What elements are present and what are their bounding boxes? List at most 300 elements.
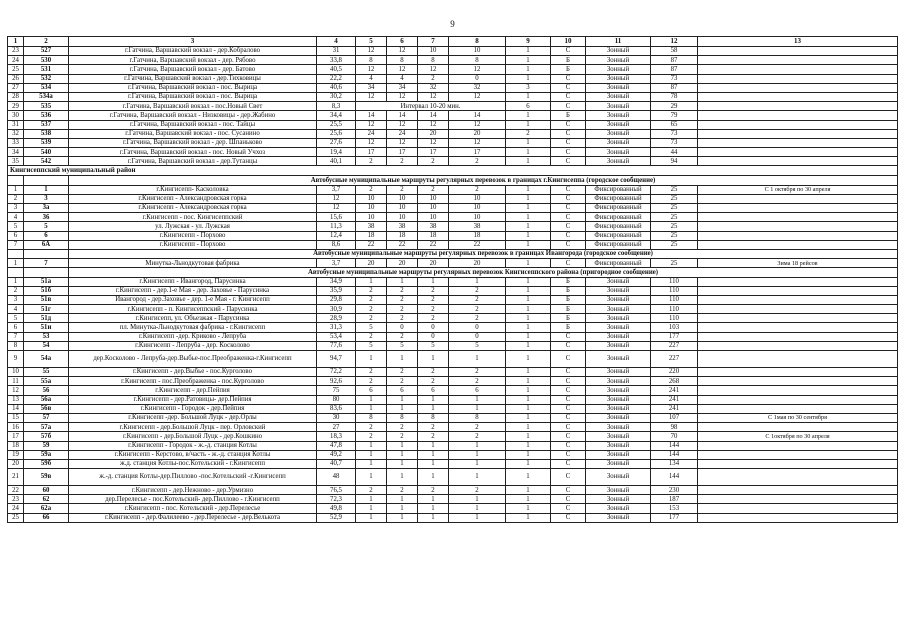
cell-col6: 2 <box>387 185 418 194</box>
cell-col8: 1 <box>449 459 506 468</box>
cell-tariff-type: Зонный <box>586 111 651 120</box>
cell-fare: 65 <box>651 120 698 129</box>
cell-note <box>698 157 898 166</box>
cell-tariff-type: Зонный <box>586 450 651 459</box>
cell-route-number: 59а <box>24 450 69 459</box>
cell-row-number: 3 <box>8 204 24 213</box>
cell-col9: 1 <box>506 240 551 249</box>
cell-col6: 1 <box>387 395 418 404</box>
cell-route-number: 53 <box>24 332 69 341</box>
cell-col5: 8 <box>356 56 387 65</box>
cell-col5: 2 <box>356 432 387 441</box>
cell-row-number: 23 <box>8 495 24 504</box>
cell-route-name: пл. Минутка-Льнодкутовая фабрика - г.Кингисепп <box>69 323 317 332</box>
cell-col7: 1 <box>418 351 449 368</box>
cell-length-km: 49,8 <box>317 504 356 513</box>
cell-col8: 12 <box>449 138 506 147</box>
cell-bus-class: Б <box>551 277 586 286</box>
cell-col5: 12 <box>356 92 387 101</box>
cell-col7: 12 <box>418 120 449 129</box>
cell-col5: 2 <box>356 185 387 194</box>
cell-note <box>698 277 898 286</box>
header-cell-6: 6 <box>387 37 418 47</box>
cell-col6: 5 <box>387 341 418 350</box>
cell-route-number: 527 <box>24 47 69 56</box>
cell-col9: 1 <box>506 432 551 441</box>
cell-col9: 1 <box>506 138 551 147</box>
section-title-row <box>8 166 898 176</box>
cell-col5: 6 <box>356 386 387 395</box>
cell-row-number: 5 <box>8 314 24 323</box>
cell-col8: 1 <box>449 277 506 286</box>
cell-length-km: 48 <box>317 469 356 486</box>
cell-route-name: г.Кингисепп, ул. Объезжая - Парусинка <box>69 314 317 323</box>
table-row <box>8 504 898 513</box>
cell-col9: 1 <box>506 423 551 432</box>
cell-route-number: 62а <box>24 504 69 513</box>
subsection-title: Автобусные муниципальные маршруты регулярных перевозок в границах г.Кингисеппа (городское сообщение) <box>69 176 898 185</box>
cell-tariff-type: Зонный <box>586 486 651 495</box>
cell-col5: 38 <box>356 222 387 231</box>
cell-route-name: г.Кингисепп - дер.Нежново - дер.Урмизно <box>69 486 317 495</box>
cell-row-number: 10 <box>8 368 24 377</box>
cell-length-km: 75 <box>317 386 356 395</box>
cell-route-name: г.Кингисепп - дер.Большой Луцк - пер. Орловский <box>69 423 317 432</box>
cell-col8: 2 <box>449 185 506 194</box>
cell-col6: 18 <box>387 231 418 240</box>
cell-row-number: 11 <box>8 377 24 386</box>
cell-col5: 8 <box>356 413 387 422</box>
cell-route-number: 7 <box>24 259 69 268</box>
header-cell-3: 3 <box>69 37 317 47</box>
cell-col6: 2 <box>387 295 418 304</box>
cell-col8: 8 <box>449 56 506 65</box>
cell-col5: 2 <box>356 157 387 166</box>
cell-col9: 1 <box>506 92 551 101</box>
cell-route-number: 537 <box>24 120 69 129</box>
cell-length-km: 83,6 <box>317 404 356 413</box>
cell-col8: 0 <box>449 74 506 83</box>
cell-fare: 177 <box>651 513 698 522</box>
cell-tariff-type: Фиксированный <box>586 204 651 213</box>
cell-note <box>698 194 898 203</box>
cell-tariff-type: Зонный <box>586 56 651 65</box>
table-row <box>8 157 898 166</box>
cell-note <box>698 368 898 377</box>
cell-length-km: 28,9 <box>317 314 356 323</box>
table-row <box>8 441 898 450</box>
cell-route-name: г.Кингисепп - дер.Пейпия <box>69 386 317 395</box>
cell-col5: 5 <box>356 341 387 350</box>
cell-col5: 1 <box>356 395 387 404</box>
cell-col5: 5 <box>356 323 387 332</box>
cell-col5: 2 <box>356 368 387 377</box>
cell-col8: 8 <box>449 413 506 422</box>
cell-note <box>698 240 898 249</box>
cell-col7: 32 <box>418 83 449 92</box>
table-row <box>8 351 898 368</box>
cell-bus-class: С <box>551 138 586 147</box>
cell-col5: 34 <box>356 83 387 92</box>
cell-note <box>698 504 898 513</box>
cell-col9: 1 <box>506 377 551 386</box>
cell-col6: 1 <box>387 441 418 450</box>
header-cell-7: 7 <box>418 37 449 47</box>
cell-bus-class: С <box>551 341 586 350</box>
cell-length-km: 40,7 <box>317 459 356 468</box>
table-row <box>8 332 898 341</box>
cell-bus-class: С <box>551 185 586 194</box>
cell-row-number: 20 <box>8 459 24 468</box>
cell-row-number: 17 <box>8 432 24 441</box>
cell-col7: 17 <box>418 148 449 157</box>
cell-bus-class: С <box>551 240 586 249</box>
cell-route-name: г.Кингисепп - пос. Кингисеппский <box>69 213 317 222</box>
cell-length-km: 35,9 <box>317 286 356 295</box>
cell-row-number: 7 <box>8 332 24 341</box>
cell-route-name: г.Гатчина, Варшавский вокзал - пос. Тайцы <box>69 120 317 129</box>
cell-tariff-type: Фиксированный <box>586 222 651 231</box>
cell-route-name: г.Кингисепп - пос.Преображенка - пос.Курголово <box>69 377 317 386</box>
cell-note <box>698 148 898 157</box>
cell-col6: 2 <box>387 157 418 166</box>
header-cell-11: 11 <box>586 37 651 47</box>
cell-length-km: 12 <box>317 204 356 213</box>
cell-col9: 1 <box>506 185 551 194</box>
cell-tariff-type: Зонный <box>586 332 651 341</box>
cell-row-number: 27 <box>8 83 24 92</box>
cell-tariff-type: Зонный <box>586 404 651 413</box>
cell-bus-class: Б <box>551 295 586 304</box>
cell-bus-class: С <box>551 441 586 450</box>
cell-col9: 1 <box>506 441 551 450</box>
cell-length-km: 34,9 <box>317 277 356 286</box>
table-row <box>8 277 898 286</box>
cell-route-name: г.Гатчина, Варшавский вокзал - пос. Вырица <box>69 92 317 101</box>
table-row <box>8 341 898 350</box>
cell-col9: 1 <box>506 148 551 157</box>
cell-bus-class: С <box>551 92 586 101</box>
cell-col8: 1 <box>449 404 506 413</box>
cell-col8: 17 <box>449 148 506 157</box>
cell-fare: 144 <box>651 469 698 486</box>
cell-col8: 12 <box>449 92 506 101</box>
cell-route-number: 59 <box>24 441 69 450</box>
cell-col9: 1 <box>506 504 551 513</box>
cell-col6: 34 <box>387 83 418 92</box>
section-title: Кингисеппский муниципальный район <box>8 166 898 176</box>
cell-route-name: г.Гатчина, Варшавский вокзал - пос. Новый Учхоз <box>69 148 317 157</box>
cell-route-number: 56 <box>24 386 69 395</box>
cell-col5: 1 <box>356 513 387 522</box>
cell-route-name: г.Кингисепп - Ивангород, Парусинка <box>69 277 317 286</box>
cell-bus-class: С <box>551 432 586 441</box>
cell-bus-class: С <box>551 157 586 166</box>
cell-col5: 4 <box>356 74 387 83</box>
cell-col6: 2 <box>387 423 418 432</box>
cell-route-number: 51и <box>24 323 69 332</box>
cell-col7: 10 <box>418 213 449 222</box>
cell-col7: 2 <box>418 295 449 304</box>
cell-col9: 1 <box>506 351 551 368</box>
cell-note <box>698 423 898 432</box>
cell-route-number: 56в <box>24 404 69 413</box>
cell-fare: 78 <box>651 92 698 101</box>
cell-col9: 1 <box>506 213 551 222</box>
cell-row-number: 30 <box>8 111 24 120</box>
cell-col7: 2 <box>418 486 449 495</box>
table-row <box>8 495 898 504</box>
cell-col9: 1 <box>506 404 551 413</box>
cell-col6: 2 <box>387 432 418 441</box>
cell-col6: 24 <box>387 129 418 138</box>
cell-col8: 1 <box>449 495 506 504</box>
cell-row-number: 34 <box>8 148 24 157</box>
cell-col5: 1 <box>356 450 387 459</box>
cell-fare: 25 <box>651 240 698 249</box>
cell-col6: 12 <box>387 47 418 56</box>
cell-col8: 1 <box>449 395 506 404</box>
cell-col6: 12 <box>387 138 418 147</box>
cell-row-number: 8 <box>8 341 24 350</box>
cell-bus-class: Б <box>551 286 586 295</box>
cell-note <box>698 513 898 522</box>
cell-tariff-type: Фиксированный <box>586 259 651 268</box>
cell-bus-class: С <box>551 204 586 213</box>
cell-note <box>698 92 898 101</box>
table-row <box>8 286 898 295</box>
cell-fare: 25 <box>651 231 698 240</box>
cell-fare: 153 <box>651 504 698 513</box>
cell-col5: 2 <box>356 377 387 386</box>
cell-col5: 17 <box>356 148 387 157</box>
cell-tariff-type: Зонный <box>586 92 651 101</box>
cell-col6: 1 <box>387 404 418 413</box>
cell-length-km: 47,8 <box>317 441 356 450</box>
cell-fare: 241 <box>651 386 698 395</box>
cell-col5: 1 <box>356 459 387 468</box>
cell-route-name: г.Гатчина, Варшавский вокзал - дер.Тутанцы <box>69 157 317 166</box>
cell-fare: 103 <box>651 323 698 332</box>
cell-col8: 2 <box>449 286 506 295</box>
cell-row-number: 24 <box>8 56 24 65</box>
cell-note: С 1 октября по 30 апреля <box>698 185 898 194</box>
cell-col7: 20 <box>418 259 449 268</box>
cell-length-km: 72,3 <box>317 495 356 504</box>
cell-fare: 73 <box>651 138 698 147</box>
cell-col7: 2 <box>418 157 449 166</box>
cell-length-km: 8,3 <box>317 102 356 111</box>
cell-route-name: г.Кингисепп - Порхово <box>69 240 317 249</box>
cell-col6: 4 <box>387 74 418 83</box>
cell-col6: 1 <box>387 513 418 522</box>
cell-col8: 0 <box>449 332 506 341</box>
cell-note <box>698 332 898 341</box>
cell-bus-class: С <box>551 332 586 341</box>
table-row <box>8 295 898 304</box>
cell-bus-class: Б <box>551 65 586 74</box>
cell-route-name: г.Гатчина, Варшавский вокзал - Низковицы - дер.Жабино <box>69 111 317 120</box>
cell-route-name: г.Кингисепп -дер. Криково - Лепруба <box>69 332 317 341</box>
cell-col5: 1 <box>356 441 387 450</box>
cell-col7: 1 <box>418 395 449 404</box>
cell-route-name: г.Кингисепп - Александровская горка <box>69 204 317 213</box>
cell-length-km: 30,2 <box>317 92 356 101</box>
table-row <box>8 486 898 495</box>
cell-row-number: 5 <box>8 222 24 231</box>
cell-col9: 1 <box>506 513 551 522</box>
cell-col9: 1 <box>506 65 551 74</box>
cell-col9: 1 <box>506 111 551 120</box>
cell-note <box>698 486 898 495</box>
cell-col9: 1 <box>506 259 551 268</box>
cell-col9: 1 <box>506 231 551 240</box>
table-row <box>8 368 898 377</box>
cell-bus-class: С <box>551 469 586 486</box>
cell-col7: 22 <box>418 240 449 249</box>
cell-fare: 25 <box>651 259 698 268</box>
cell-route-number: 54а <box>24 351 69 368</box>
cell-col7: 2 <box>418 305 449 314</box>
cell-col9: 1 <box>506 222 551 231</box>
header-cell-10: 10 <box>551 37 586 47</box>
cell-row-number: 3 <box>8 295 24 304</box>
cell-col7: 2 <box>418 423 449 432</box>
cell-col8: 2 <box>449 432 506 441</box>
table-row <box>8 56 898 65</box>
cell-col5: 12 <box>356 120 387 129</box>
cell-route-number: 532 <box>24 74 69 83</box>
cell-col5: 2 <box>356 305 387 314</box>
cell-col8: 2 <box>449 486 506 495</box>
cell-route-name: г.Кингисепп -дер. Большой Луцк - дер.Орлы <box>69 413 317 422</box>
subsection-title-row <box>8 176 898 185</box>
cell-col8: 20 <box>449 259 506 268</box>
cell-note <box>698 111 898 120</box>
table-row <box>8 231 898 240</box>
cell-bus-class: С <box>551 148 586 157</box>
cell-route-number: 51г <box>24 305 69 314</box>
cell-fare: 110 <box>651 277 698 286</box>
cell-route-name: г.Гатчина, Варшавский вокзал - пос. Вырица <box>69 83 317 92</box>
cell-fare: 241 <box>651 395 698 404</box>
cell-note <box>698 65 898 74</box>
cell-bus-class: С <box>551 413 586 422</box>
cell-col8: 10 <box>449 194 506 203</box>
cell-row-number: 26 <box>8 74 24 83</box>
cell-bus-class: С <box>551 395 586 404</box>
cell-col7: 12 <box>418 92 449 101</box>
table-row <box>8 83 898 92</box>
cell-col5: 24 <box>356 129 387 138</box>
cell-tariff-type: Зонный <box>586 504 651 513</box>
cell-col7: 2 <box>418 377 449 386</box>
cell-row-number: 4 <box>8 213 24 222</box>
cell-col7: 2 <box>418 185 449 194</box>
cell-fare: 87 <box>651 83 698 92</box>
cell-bus-class: Б <box>551 56 586 65</box>
cell-col6: 14 <box>387 111 418 120</box>
cell-col9: 1 <box>506 459 551 468</box>
cell-note <box>698 56 898 65</box>
header-cell-4: 4 <box>317 37 356 47</box>
cell-note <box>698 213 898 222</box>
cell-tariff-type: Зонный <box>586 368 651 377</box>
cell-row-number: 33 <box>8 138 24 147</box>
cell-bus-class: С <box>551 404 586 413</box>
cell-empty <box>8 176 24 185</box>
cell-row-number: 1 <box>8 277 24 286</box>
cell-col8: 2 <box>449 314 506 323</box>
cell-route-number: 535 <box>24 102 69 111</box>
cell-col9: 1 <box>506 157 551 166</box>
cell-col7: 6 <box>418 386 449 395</box>
cell-length-km: 33,8 <box>317 56 356 65</box>
cell-tariff-type: Зонный <box>586 377 651 386</box>
cell-col7: 10 <box>418 194 449 203</box>
cell-tariff-type: Зонный <box>586 495 651 504</box>
cell-tariff-type: Зонный <box>586 138 651 147</box>
cell-length-km: 40,6 <box>317 83 356 92</box>
cell-length-km: 94,7 <box>317 351 356 368</box>
cell-col5: 10 <box>356 204 387 213</box>
cell-bus-class: С <box>551 450 586 459</box>
cell-col7: 14 <box>418 111 449 120</box>
cell-route-number: 59в <box>24 469 69 486</box>
cell-route-number: 3а <box>24 204 69 213</box>
cell-fare: 70 <box>651 432 698 441</box>
cell-bus-class: Б <box>551 111 586 120</box>
cell-route-name: г.Кингисепп - дер.Ратовицы- дер.Пейпия <box>69 395 317 404</box>
cell-note: Зима 18 рейсов <box>698 259 898 268</box>
cell-col9: 1 <box>506 368 551 377</box>
header-cell-5: 5 <box>356 37 387 47</box>
table-row <box>8 314 898 323</box>
subsection-title-row <box>8 268 898 277</box>
cell-bus-class: С <box>551 459 586 468</box>
cell-col7: 1 <box>418 404 449 413</box>
cell-fare: 25 <box>651 222 698 231</box>
cell-route-number: 5 <box>24 222 69 231</box>
cell-col5: 22 <box>356 240 387 249</box>
cell-col7: 2 <box>418 368 449 377</box>
cell-col9: 1 <box>506 295 551 304</box>
table-row <box>8 120 898 129</box>
cell-note <box>698 386 898 395</box>
cell-tariff-type: Фиксированный <box>586 213 651 222</box>
cell-row-number: 25 <box>8 513 24 522</box>
cell-col5: 1 <box>356 495 387 504</box>
cell-col6: 2 <box>387 332 418 341</box>
cell-length-km: 18,3 <box>317 432 356 441</box>
cell-col9: 1 <box>506 486 551 495</box>
cell-col6: 10 <box>387 194 418 203</box>
cell-col9: 1 <box>506 395 551 404</box>
table-row <box>8 240 898 249</box>
cell-fare: 187 <box>651 495 698 504</box>
header-cell-2: 2 <box>24 37 69 47</box>
cell-bus-class: С <box>551 377 586 386</box>
cell-note <box>698 47 898 56</box>
cell-tariff-type: Фиксированный <box>586 231 651 240</box>
cell-interval: Интервал 10-20 мин. <box>356 102 506 111</box>
cell-route-number: 66 <box>24 513 69 522</box>
cell-fare: 107 <box>651 413 698 422</box>
cell-col6: 12 <box>387 65 418 74</box>
cell-col6: 8 <box>387 413 418 422</box>
cell-route-number: 534а <box>24 92 69 101</box>
cell-tariff-type: Зонный <box>586 314 651 323</box>
